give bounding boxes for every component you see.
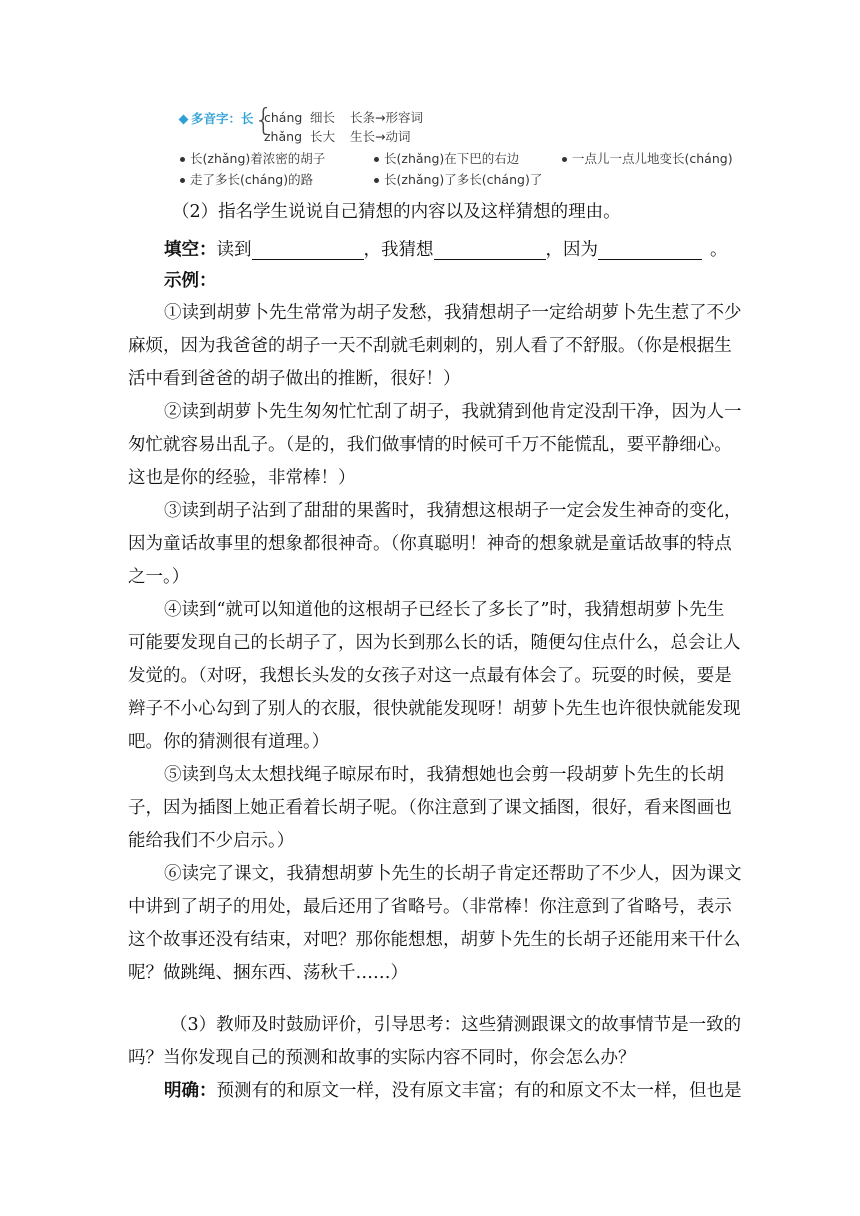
paragraph-line: 因为童话故事里的想象都很神奇。（你真聪明！神奇的想象就是童话故事的特点 — [128, 534, 732, 554]
reading-row: cháng 细长 长条→形容词 — [264, 110, 423, 125]
example-item: 长(zhǎng)着浓密的胡子 — [180, 149, 325, 167]
paragraph-line: 能给我们不少启示。） — [128, 831, 295, 851]
example-label: 示例： — [164, 271, 217, 291]
bullet-icon — [562, 157, 567, 162]
paragraph-line: （2）指名学生说说自己猜想的内容以及这样猜想的理由。 — [172, 202, 621, 222]
example-item: 长(zhǎng)在下巴的右边 — [374, 149, 519, 167]
paragraph-line: （3）教师及时鼓励评价，引导思考：这些猜测跟课文的故事情节是一致的 — [170, 1015, 742, 1035]
fill-in-line: 填空：读到 ，我猜想 ，因为 。 — [164, 240, 728, 260]
blank-field — [598, 241, 702, 260]
paragraph-line: 匆忙就容易出乱子。（是的，我们做事情的时候可千万不能慌乱，要平静细心。 — [128, 435, 732, 455]
paragraph-line: ①读到胡萝卜先生常常为胡子发愁，我猜想胡子一定给胡萝卜先生惹了不少 — [164, 303, 742, 323]
bullet-icon — [180, 157, 185, 162]
example-item: 一点儿一点儿地变长(cháng) — [562, 149, 733, 167]
brace-icon: { — [254, 103, 274, 138]
paragraph-line: ⑥读完了课文，我猜想胡萝卜先生的长胡子肯定还帮助了不少人，因为课文 — [164, 864, 742, 884]
paragraph-line: 这也是你的经验，非常棒！） — [128, 468, 356, 488]
clarify-line: 明确：预测有的和原文一样，没有原文丰富；有的和原文不太一样，但也是 — [164, 1081, 742, 1101]
paragraph-line: 发觉的。（对呀，我想长头发的女孩子对这一点最有体会了。玩耍的时候，要是 — [128, 666, 732, 686]
reading-row: zhǎng 长大 生长→动词 — [264, 129, 411, 144]
paragraph-line: ⑤读到鸟太太想找绳子晾尿布时，我猜想她也会剪一段胡萝卜先生的长胡 — [164, 765, 724, 785]
bullet-icon — [374, 157, 379, 162]
paragraph-line: 这个故事还没有结束，对吧？那你能想想，胡萝卜先生的长胡子还能用来干什么 — [128, 930, 741, 950]
polyphone-note — [180, 104, 780, 188]
example-item: 走了多长(cháng)的路 — [180, 170, 313, 188]
paragraph-line: 子，因为插图上她正看着长胡子呢。（你注意到了课文插图，很好，看来图画也 — [128, 798, 732, 818]
paragraph-line: 辫子不小心勾到了别人的衣服，很快就能发现呀！胡萝卜先生也许很快就能发现 — [128, 699, 741, 719]
paragraph-line: ③读到胡子沾到了甜甜的果酱时，我猜想这根胡子一定会发生神奇的变化， — [164, 501, 742, 521]
diamond-icon — [179, 115, 189, 125]
paragraph-line: ④读到“就可以知道他的这根胡子已经长了多长了”时，我猜想胡萝卜先生 — [164, 600, 725, 620]
paragraph-line: 之一。） — [128, 567, 190, 587]
blank-field — [252, 241, 364, 260]
paragraph-line: 吗？当你发现自己的预测和故事的实际内容不同时，你会怎么办？ — [128, 1048, 636, 1068]
paragraph-line: 可能要发现自己的长胡子了，因为长到那么长的话，随便勾住点什么，总会让人 — [128, 633, 741, 653]
paragraph-line: 活中看到爸爸的胡子做出的推断，很好！） — [128, 369, 461, 389]
polyphone-tag: 多音字：长 — [180, 109, 254, 127]
example-item: 长(zhǎng)了多长(cháng)了 — [374, 170, 542, 188]
bullet-icon — [374, 178, 379, 183]
paragraph-line: 麻烦，因为我爸爸的胡子一天不刮就毛刺刺的，别人看了不舒服。（你是根据生 — [128, 336, 732, 356]
paragraph-line: ②读到胡萝卜先生匆匆忙忙刮了胡子，我就猜到他肯定没刮干净，因为人一 — [164, 402, 742, 422]
blank-field — [434, 241, 546, 260]
paragraph-line: 呢？做跳绳、捆东西、荡秋千……） — [128, 963, 408, 983]
paragraph-line: 中讲到了胡子的用处，最后还用了省略号。（非常棒！你注意到了省略号，表示 — [128, 897, 732, 917]
paragraph-line: 吧。你的猜测很有道理。） — [128, 732, 330, 752]
bullet-icon — [180, 178, 185, 183]
